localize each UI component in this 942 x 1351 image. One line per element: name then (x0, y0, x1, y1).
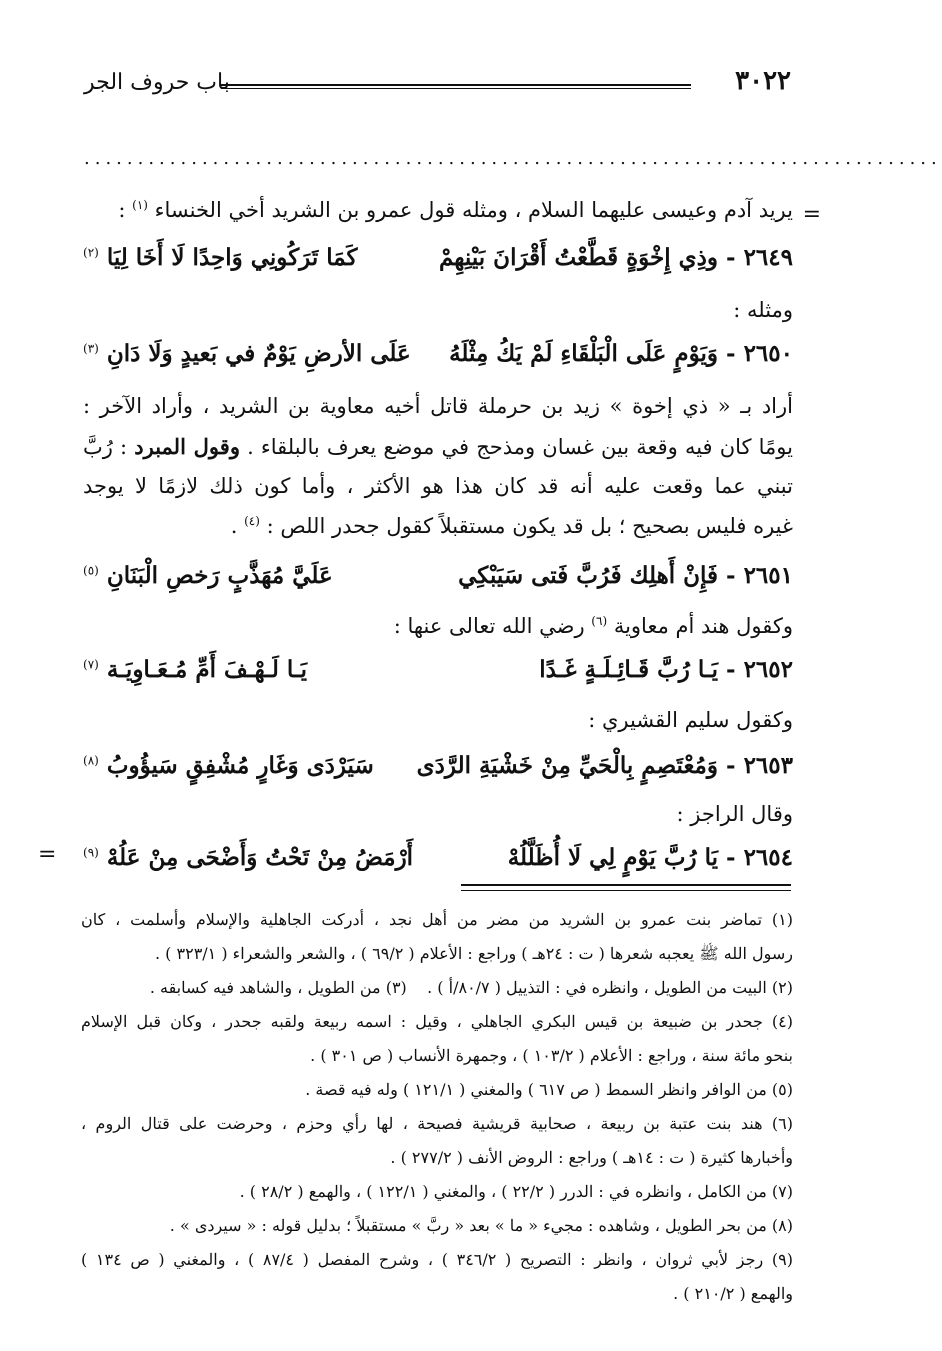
verse-hemistich-second: أَرْمَضُ مِنْ تَحْتُ وَأَضْحَى مِنْ عَلُهْ (106, 844, 414, 871)
footnote-6-cont: وأخبارها كثيرة ( ت : ١٤هـ ) وراجع : الروض الأنف ( ٢٧٧/٢ ) . (390, 1148, 793, 1167)
footnote-1: (١) تماضر بنت عمرو بن الشريد من مضر من أهل نجد ، أدركت الجاهلية والإسلام وأسلمت ، كان (81, 910, 793, 929)
footnote-4-cont: بنحو مائة سنة ، وراجع : الأعلام ( ١٠٣/٢ ) ، وجمهرة الأنساب ( ص ٣٠١ ) . (310, 1046, 793, 1065)
prose-line: وكقول هند أم معاوية $^{(٦)}$ رضي الله تعالى عنها : (393, 614, 793, 638)
header-rule (221, 84, 691, 89)
page-number: ٣٠٢٢ (735, 66, 791, 96)
footnote-6: (٦) هند بنت عتبة بن ربيعة ، صحابية قريشية فصيحة ، لها رأي وحزم ، وحرضت على قتال الروم ، (81, 1114, 793, 1133)
footnote-rule (461, 884, 791, 891)
prose-line: وكقول سليم القشيري : (588, 708, 793, 732)
footnote-8: (٨) من بحر الطويل ، وشاهده : مجيء « ما » بعد « ربَّ » مستقبلاً ؛ بدليل قوله : « سيردى » . (169, 1216, 793, 1235)
footnote-7: (٧) من الكامل ، وانظره في : الدرر ( ٢٢/٢ ) ، والمغني ( ١٢٢/١ ) ، والهمع ( ٢٨/٢ ) . (239, 1182, 793, 1201)
prose-line: وقال الراجز : (676, 802, 793, 826)
verse-hemistich-first: يَـا رُبَّ قَـائِـلَـةٍ غَـدًا (539, 656, 718, 683)
verse-hemistich-first: وَمُعْتَصِمٍ بِالْحَيِّ مِنْ خَشْيَةِ الرَّدَى (416, 752, 718, 779)
verse-hemistich-second: كَمَا تَرَكُونِي وَاحِدًا لَا أَخَا لِيَا (106, 244, 358, 271)
section-title: باب حروف الجر (84, 70, 230, 95)
book-page: ٣٠٢٢ باب حروف الجر ................................................................................ = = يريد آدم وعيسى عليهما السلام ، ومثله قول عمرو بن الشريد أخي الخنساء $^{(١)}$ : ٢٦٤٩ - وذِي إِخْوَةٍ قَطَّعْتُ أَقْرَانَ بَيْنِهِمْ كَمَا تَرَكُونِي وَاحِدًا لَا أَخَا لِيَا $^{(٢)}$ ومثله : ٢٦٥٠ - وَيَوْمٍ عَلَى الْبَلْقَاءِ لَمْ يَكُ مِثْلَهُ عَلَى الأرضِ يَوْمٌ في بَعيدٍ وَلَا دَانِ $^{(٣)}$ أراد بـ « ذي إخوة » زيد بن حرملة قاتل أخيه معاوية بن الشريد ، وأراد الآخر : يومًا كان فيه وقعة بين غسان ومذحج في موضع يعرف بالبلقاء . وقول المبرد : رُبَّ تبني عما وقعت عليه أنه قد كان هذا هو الأكثر ، وأما كون ذلك لازمًا لا يوجد غيره فليس بصحيح ؛ بل قد يكون مستقبلاً كقول جحدر اللص : $^{(٤)}$ . ٢٦٥١ - فَإِنْ أَهلِك فَرُبَّ فَتى سَيَبْكِي عَلَيَّ مُهَذَّبٍ رَخصِ الْبَنَانِ $^{(٥)}$ وكقول هند أم معاوية $^{(٦)}$ رضي الله تعالى عنها : ٢٦٥٢ - يَـا رُبَّ قَـائِـلَـةٍ غَـدًا يَـا لَـهْـفَ أَمِّ مُـعَـاوِيَـة $^{(٧)}$ وكقول سليم القشيري : ٢٦٥٣ - وَمُعْتَصِمٍ بِالْحَيِّ مِنْ خَشْيَةِ الرَّدَى سَيَرْدَى وَغَارٍ مُشْفِقٍ سَيؤُوبُ $^{(٨)}$ وقال الراجز : ٢٦٥٤ - يَا رُبَّ يَوْمٍ لِي لَا أُظَلَّلُهْ أَرْمَضُ مِنْ تَحْتُ وَأَضْحَى مِنْ عَلُهْ $^{(٩)}$ (١) تماضر بنت عمرو بن الشريد من مضر من أهل نجد ، أدركت الجاهلية والإسلام وأسلمت ، كان رسول الله ﷺ يعجبه شعرها ( ت : ٢٤هـ ) وراجع : الأعلام ( ٦٩/٢ ) ، والشعر والشعراء ( ٣٢٣/١ ) . (٢) البيت من الطويل ، وانظره في : التذييل ( ٨٠/٧/أ ) . (٣) من الطويل ، والشاهد فيه كسابقه . (٤) جحدر بن ضبيعة بن قيس البكري الجاهلي ، وقيل : اسمه ربيعة ولقبه جحدر ، وكان قبل الإسلام بنحو مائة سنة ، وراجع : الأعلام ( ١٠٣/٢ ) ، وجمهرة الأنساب ( ص ٣٠١ ) . (٥) من الوافر وانظر السمط ( ص ٦١٧ ) والمغني ( ١٢١/١ ) وله فيه قصة . (٦) هند بنت عتبة بن ربيعة ، صحابية قريشية فصيحة ، لها رأي وحزم ، وحرضت على قتال الروم ، وأخبارها كثيرة ( ت : ١٤هـ ) وراجع : الروض الأنف ( ٢٧٧/٢ ) . (٧) من الكامل ، وانظره في : الدرر ( ٢٢/٢ ) ، والمغني ( ١٢٢/١ ) ، والهمع ( ٢٨/٢ ) . (٨) من بحر الطويل ، وشاهده : مجيء « ما » بعد « ربَّ » مستقبلاً ؛ بدليل قوله : « سيردى » . (٩) رجز لأبي ثروان ، وانظر : التصريح ( ٣٤٦/٢ ) ، وشرح المفصل ( ٨٧/٤ ) ، والمغني ( ص ١٣٤ ) والهمع ( ٢١٠/٢ ) . (38, 66, 942, 1303)
verse-hemistich-second: سَيَرْدَى وَغَارٍ مُشْفِقٍ سَيؤُوبُ (106, 752, 374, 779)
verse-hemistich-second: عَلَيَّ مُهَذَّبٍ رَخصِ الْبَنَانِ (106, 562, 333, 589)
verse-hemistich-first: وذِي إِخْوَةٍ قَطَّعْتُ أَقْرَانَ بَيْنِهِمْ (438, 244, 718, 271)
continuation-mark-top: = (802, 202, 821, 227)
verse-hemistich-first: فَإِنْ أَهلِك فَرُبَّ فَتى سَيَبْكِي (458, 562, 718, 589)
dotted-separator: ................................................................................ (84, 148, 942, 169)
verse-hemistich-first: يَا رُبَّ يَوْمٍ لِي لَا أُظَلَّلُهْ (507, 844, 718, 871)
mithluh-line: ومثله : (733, 298, 793, 322)
footnote-1-cont: رسول الله ﷺ يعجبه شعرها ( ت : ٢٤هـ ) وراجع : الأعلام ( ٦٩/٢ ) ، والشعر والشعراء ( ٣٢٣/١ ) . (155, 944, 793, 963)
prose-line: أراد بـ « ذي إخوة » زيد بن حرملة قاتل أخيه معاوية بن الشريد ، وأراد الآخر : (83, 394, 793, 418)
continuation-mark-bottom: = (38, 842, 57, 867)
footnote-4: (٤) جحدر بن ضبيعة بن قيس البكري الجاهلي ، وقيل : اسمه ربيعة ولقبه جحدر ، وكان قبل الإسلام (81, 1012, 793, 1031)
footnote-9-cont: والهمع ( ٢١٠/٢ ) . (673, 1284, 793, 1303)
prose-line: تبني عما وقعت عليه أنه قد كان هذا هو الأكثر ، وأما كون ذلك لازمًا لا يوجد (83, 474, 793, 498)
prose-line: غيره فليس بصحيح ؛ بل قد يكون مستقبلاً كقول جحدر اللص : $^{(٤)}$ . (230, 514, 793, 538)
footnote-9: (٩) رجز لأبي ثروان ، وانظر : التصريح ( ٣٤٦/٢ ) ، وشرح المفصل ( ٨٧/٤ ) ، والمغني ( ص ١٣٤ ) (81, 1250, 793, 1269)
verse-hemistich-second: يَـا لَـهْـفَ أَمِّ مُـعَـاوِيَـة (106, 656, 308, 683)
prose-line: يومًا كان فيه وقعة بين غسان ومذحج في موضع يعرف بالبلقاء . وقول المبرد : رُبَّ (83, 434, 793, 459)
intro-line: يريد آدم وعيسى عليهما السلام ، ومثله قول عمرو بن الشريد أخي الخنساء $^{(١)}$ : (118, 198, 793, 222)
verse-hemistich-first: وَيَوْمٍ عَلَى الْبَلْقَاءِ لَمْ يَكُ مِثْلَهُ (449, 340, 718, 367)
verse-hemistich-second: عَلَى الأرضِ يَوْمٌ في بَعيدٍ وَلَا دَانِ (106, 340, 411, 367)
footnote-2-3: (٢) البيت من الطويل ، وانظره في : التذييل ( ٨٠/٧/أ ) . (٣) من الطويل ، والشاهد فيه كسابقه . (149, 978, 793, 997)
footnote-5: (٥) من الوافر وانظر السمط ( ص ٦١٧ ) والمغني ( ١٢١/١ ) وله فيه قصة . (305, 1080, 793, 1099)
